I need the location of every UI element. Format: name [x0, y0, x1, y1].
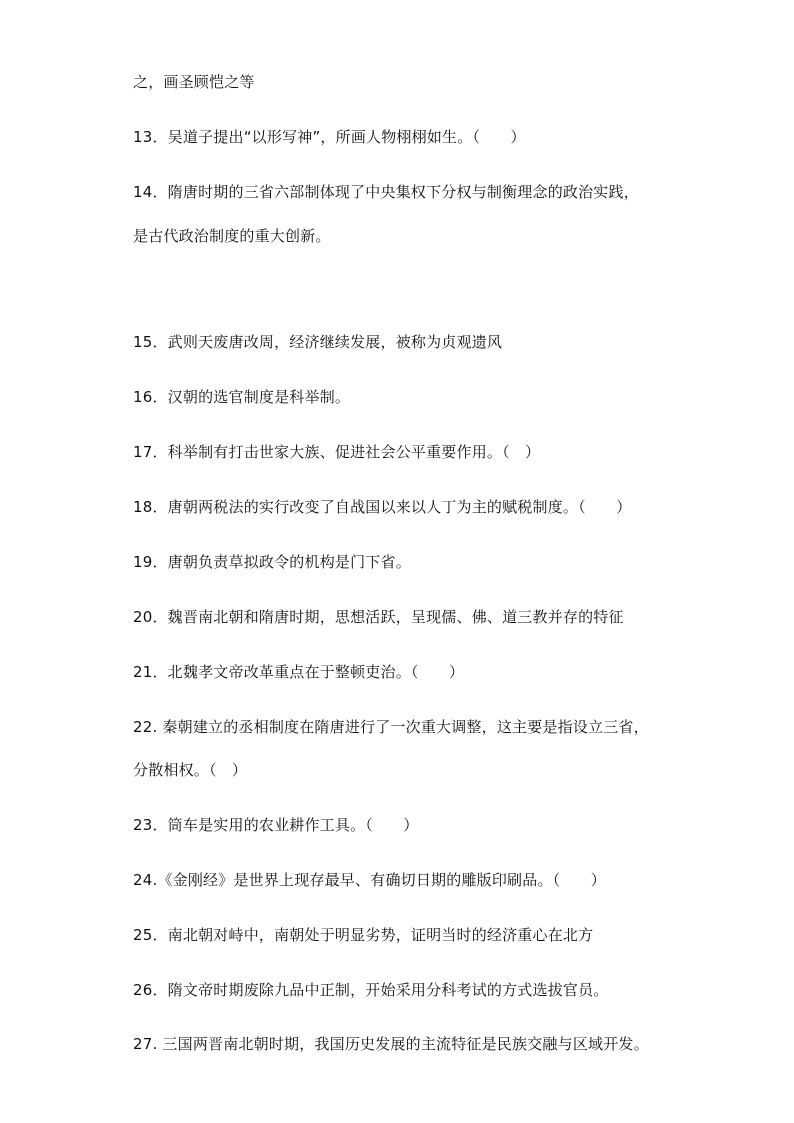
question-21: 21．北魏孝文帝改革重点在于整顿吏治。（ ） [133, 663, 465, 681]
question-22-line-1: 22. 秦朝建立的丞相制度在隋唐进行了一次重大调整，这主要是指设立三省， [133, 718, 649, 736]
question-22-line-2: 分散相权。（ ） [133, 761, 248, 779]
question-27: 27. 三国两晋南北朝时期，我国历史发展的主流特征是民族交融与区域开发。 [133, 1035, 649, 1053]
question-19: 19．唐朝负责草拟政令的机构是门下省。 [133, 553, 411, 571]
question-18: 18．唐朝两税法的实行改变了自战国以来以人丁为主的赋税制度。（ ） [133, 498, 632, 516]
question-20: 20．魏晋南北朝和隋唐时期，思想活跃，呈现儒、佛、道三教并存的特征 [133, 608, 624, 626]
question-14-line-1: 14．隋唐时期的三省六部制体现了中央集权下分权与制衡理念的政治实践， [133, 183, 639, 201]
question-24: 24.《金刚经》是世界上现存最早、有确切日期的雕版印刷品。（ ） [133, 871, 606, 889]
question-13: 13．吴道子提出“以形写神”，所画人物栩栩如生。（ ） [133, 128, 526, 146]
question-17: 17．科举制有打击世家大族、促进社会公平重要作用。（ ） [133, 443, 541, 461]
question-25: 25．南北朝对峙中，南朝处于明显劣势，证明当时的经济重心在北方 [133, 926, 594, 944]
question-15: 15．武则天废唐改周，经济继续发展，被称为贞观遗风 [133, 333, 503, 351]
question-16: 16．汉朝的选官制度是科举制。 [133, 388, 351, 406]
question-23: 23．筒车是实用的农业耕作工具。（ ） [133, 816, 419, 834]
question-26: 26．隋文帝时期废除九品中正制，开始采用分科考试的方式选拔官员。 [133, 981, 609, 999]
text-line-continuation: 之，画圣顾恺之等 [133, 73, 255, 91]
question-14-line-2: 是古代政治制度的重大创新。 [133, 227, 331, 245]
